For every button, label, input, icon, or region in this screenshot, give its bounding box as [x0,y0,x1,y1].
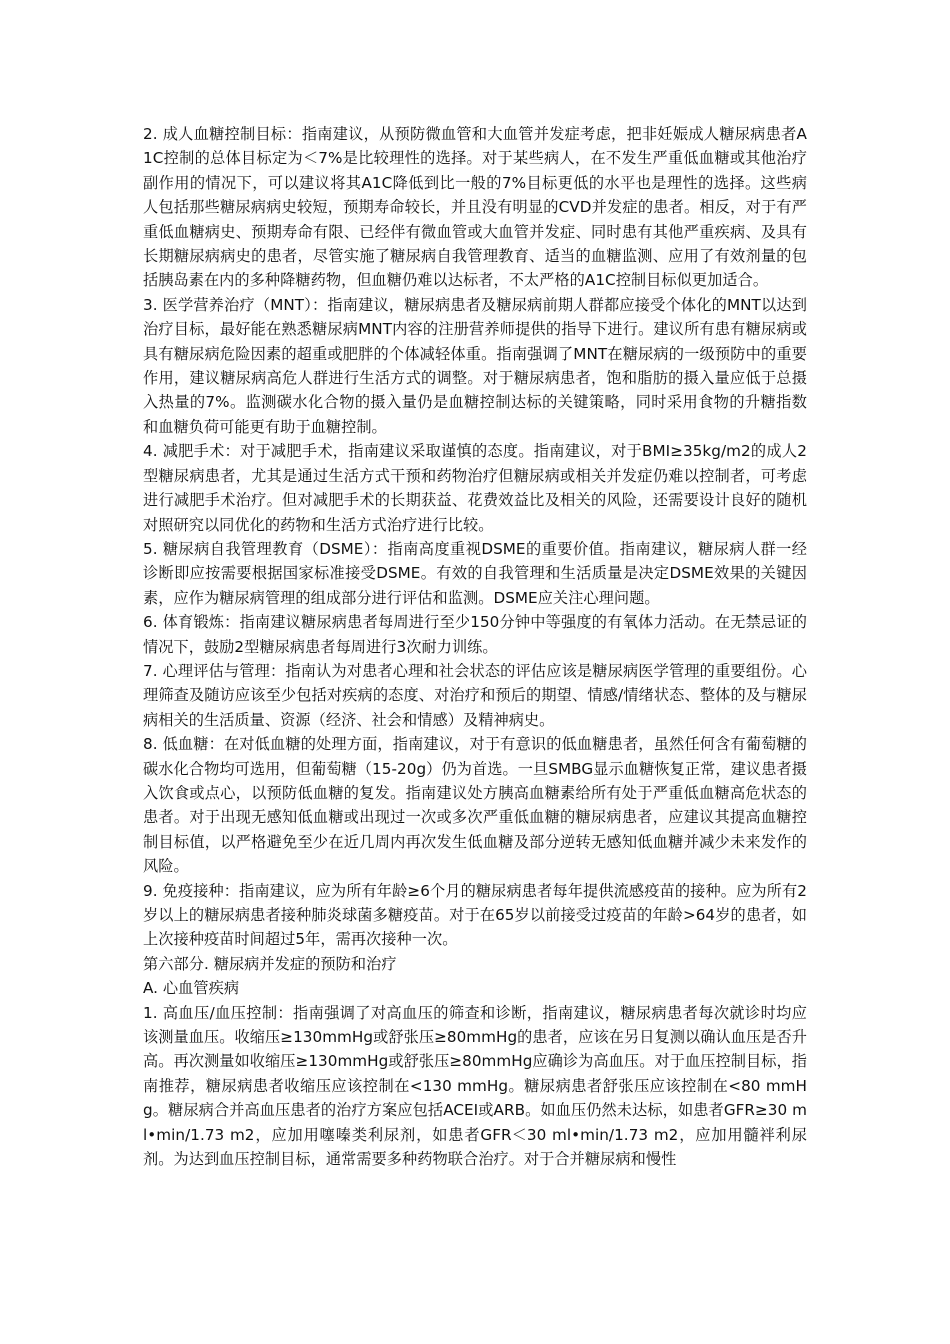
paragraph-immunization: 9. 免疫接种：指南建议，应为所有年龄≥6个月的糖尿病患者每年提供流感疫苗的接种。应为所有2岁以上的糖尿病患者接种肺炎球菌多糖疫苗。对于在65岁以前接受过疫苗的年龄>64岁的患者，如上次接种疫苗时间超过5年，需再次接种一次。 [143,881,807,949]
paragraph-psychological-assessment: 7. 心理评估与管理：指南认为对患者心理和社会状态的评估应该是糖尿病医学管理的重要组份。心理筛查及随访应该至少包括对疾病的态度、对治疗和预后的期望、情感/情绪状态、整体的及与糖尿病相关的生活质量、资源（经济、社会和情感）及精神病史。 [143,661,807,729]
paragraph-bariatric-surgery: 4. 减肥手术：对于减肥手术，指南建议采取谨慎的态度。指南建议，对于BMI≥35kg/m2的成人2型糖尿病患者，尤其是通过生活方式干预和药物治疗但糖尿病或相关并发症仍难以控制者，可考虑进行减肥手术治疗。但对减肥手术的长期获益、花费效益比及相关的风险，还需要设计良好的随机对照研究以同优化的药物和生活方式治疗进行比较。 [143,442,807,534]
section-heading-part-six: 第六部分. 糖尿病并发症的预防和治疗 [143,954,397,973]
subsection-heading-cardiovascular: A. 心血管疾病 [143,979,240,998]
paragraph-medical-nutrition-therapy: 3. 医学营养治疗（MNT）：指南建议，糖尿病患者及糖尿病前期人群都应接受个体化的MNT以达到治疗目标，最好能在熟悉糖尿病MNT内容的注册营养师提供的指导下进行。建议所有患有糖尿病或具有糖尿病危险因素的超重或肥胖的个体减轻体重。指南强调了MNT在糖尿病的一级预防中的重要作用，建议糖尿病高危人群进行生活方式的调整。对于糖尿病患者，饱和脂肪的摄入量应低于总摄入热量的7%。监测碳水化合物的摄入量仍是血糖控制达标的关键策略，同时采用食物的升糖指数和血糖负荷可能更有助于血糖控制。 [143,295,807,436]
paragraph-hypoglycemia: 8. 低血糖：在对低血糖的处理方面，指南建议，对于有意识的低血糖患者，虽然任何含有葡萄糖的碳水化合物均可选用，但葡萄糖（15-20g）仍为首选。一旦SMBG显示血糖恢复正常，建议患者摄入饮食或点心，以预防低血糖的复发。指南建议处方胰高血糖素给所有处于严重低血糖高危状态的患者。对于出现无感知低血糖或出现过一次或多次严重低血糖的糖尿病患者，应建议其提高血糖控制目标值，以严格避免至少在近几周内再次发生低血糖及部分逆转无感知低血糖并减少未来发作的风险。 [143,735,807,876]
paragraph-hypertension-control: 1. 高血压/血压控制：指南强调了对高血压的筛查和诊断，指南建议，糖尿病患者每次就诊时均应该测量血压。收缩压≥130mmHg或舒张压≥80mmHg的患者，应该在另日复测以确认血压是否升高。再次测量如收缩压≥130mmHg或舒张压≥80mmHg应确诊为高血压。对于血压控制目标，指南推荐，糖尿病患者收缩压应该控制在<130 mmHg。糖尿病患者舒张压应该控制在<80 mmHg。糖尿病合并高血压患者的治疗方案应包括ACEI或ARB。如血压仍然未达标，如患者GFR≥30 ml•min/1.73 m2，应加用噻嗪类利尿剂，如患者GFR＜30 ml•min/1.73 m2，应加用髓袢利尿剂。为达到血压控制目标，通常需要多种药物联合治疗。对于合并糖尿病和慢性 [143,1003,807,1169]
paragraph-adult-glucose-targets: 2. 成人血糖控制目标：指南建议，从预防微血管和大血管并发症考虑，把非妊娠成人糖尿病患者A1C控制的总体目标定为＜7%是比较理性的选择。对于某些病人，在不发生严重低血糖或其他治疗副作用的情况下，可以建议将其A1C降低到比一般的7%目标更低的水平也是理性的选择。这些病人包括那些糖尿病病史较短，预期寿命较长，并且没有明显的CVD并发症的患者。相反，对于有严重低血糖病史、预期寿命有限、已经伴有微血管或大血管并发症、同时患有其他严重疾病、及具有长期糖尿病病史的患者，尽管实施了糖尿病自我管理教育、适当的血糖监测、应用了有效剂量的包括胰岛素在内的多种降糖药物，但血糖仍难以达标者，不太严格的A1C控制目标似更加适合。 [143,125,807,290]
document-body [143,122,807,1171]
paragraph-physical-activity: 6. 体育锻炼：指南建议糖尿病患者每周进行至少150分钟中等强度的有氧体力活动。在无禁忌证的情况下，鼓励2型糖尿病患者每周进行3次耐力训练。 [143,613,807,656]
paragraph-dsme: 5. 糖尿病自我管理教育（DSME）：指南高度重视DSME的重要价值。指南建议，糖尿病人群一经诊断即应按需要根据国家标准接受DSME。有效的自我管理和生活质量是决定DSME效果的关键因素，应作为糖尿病管理的组成部分进行评估和监测。DSME应关注心理问题。 [143,539,807,607]
